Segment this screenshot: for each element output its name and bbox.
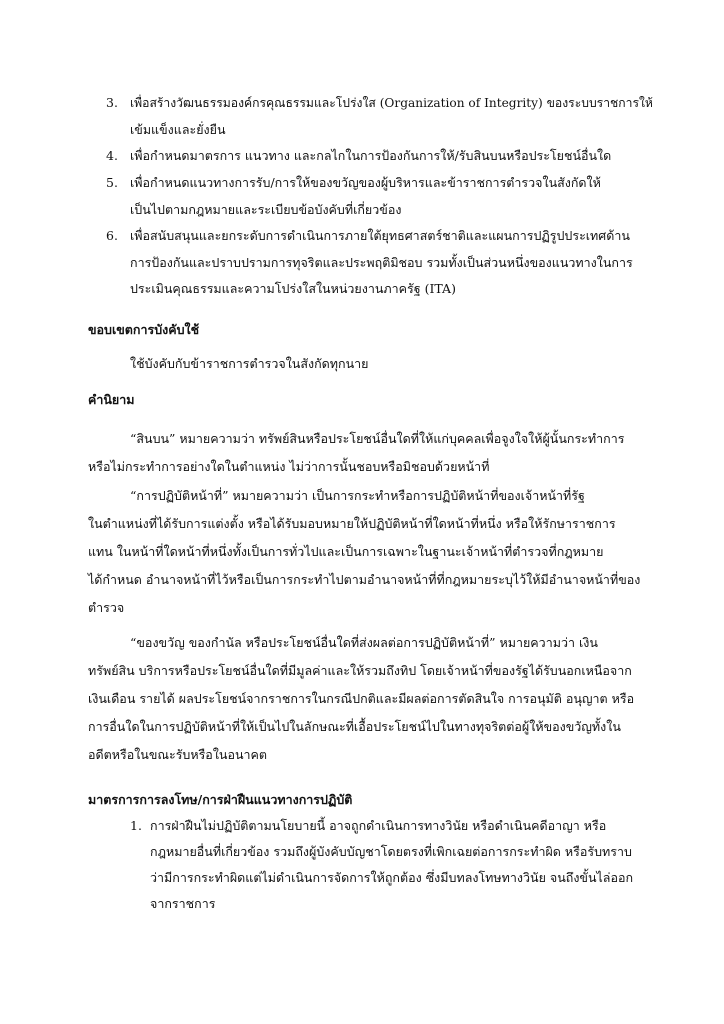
paragraph-line: อดีตหรือในขณะรับหรือในอนาคต — [88, 747, 268, 762]
list-number: 4. — [106, 148, 118, 163]
paragraph-line: ทรัพย์สิน บริการหรือประโยชน์อื่นใดที่มีมูลค่าและให้รวมถึงทิป โดยเจ้าหน้าที่ของรัฐได้รับนอกเหนือจาก — [88, 663, 632, 678]
list-item-text: การฝ่าฝืนไม่ปฏิบัติตามนโยบายนี้ อาจถูกดำเนินการทางวินัย หรือดำเนินคดีอาญา หรือ — [150, 818, 607, 833]
paragraph-line: การอื่นใดในการปฏิบัติหน้าที่ให้เป็นไปในลักษณะที่เอื้อประโยชน์ไปในทางทุจริตต่อผู้ให้ของขวัญทั้งใน — [88, 719, 621, 734]
list-item-text: เพื่อกำหนดแนวทางการรับ/การให้ของขวัญของผู้บริหารและข้าราชการตำรวจในสังกัดให้ — [130, 175, 601, 190]
definitions-heading: คำนิยาม — [88, 392, 135, 407]
list-item-text: เพื่อสนับสนุนและยกระดับการดำเนินการภายใต้ยุทธศาสตร์ชาติและแผนการปฏิรูปประเทศด้าน — [130, 228, 630, 243]
list-item-text: การป้องกันและปราบปรามการทุจริตและประพฤติมิชอบ รวมทั้งเป็นส่วนหนึ่งของแนวทางในการ — [130, 255, 633, 270]
paragraph-line: แทน ในหน้าที่ใดหน้าที่หนึ่งทั้งเป็นการทั่วไปและเป็นการเฉพาะในฐานะเจ้าหน้าที่ตำรวจที่กฎหมาย — [88, 544, 604, 559]
list-number: 1. — [130, 818, 142, 833]
list-item-text: จากราชการ — [150, 896, 216, 911]
paragraph-line: ในตำแหน่งที่ได้รับการแต่งตั้ง หรือได้รับมอบหมายให้ปฏิบัติหน้าที่ใดหน้าที่หนึ่ง หรือให้รักษาราชการ — [88, 516, 616, 531]
list-item-text: เข้มแข็งและยั่งยืน — [130, 122, 226, 137]
list-number: 3. — [106, 95, 118, 110]
paragraph-line: “สินบน” หมายความว่า ทรัพย์สินหรือประโยชน์อื่นใดที่ให้แก่บุคคลเพื่อจูงใจให้ผู้นั้นกระทำการ — [130, 431, 625, 446]
scope-heading: ขอบเขตการบังคับใช้ — [88, 322, 200, 337]
list-item-text: กฎหมายอื่นที่เกี่ยวข้อง รวมถึงผู้บังคับบัญชาโดยตรงที่เพิกเฉยต่อการกระทำผิด หรือรับทราบ — [150, 844, 632, 859]
paragraph-line: ได้กำหนด อำนาจหน้าที่ไว้หรือเป็นการกระทำไปตามอำนาจหน้าที่ที่กฎหมายระบุไว้ให้มีอำนาจหน้าที่ของ — [88, 572, 641, 587]
paragraph-line: “การปฏิบัติหน้าที่” หมายความว่า เป็นการกระทำหรือการปฏิบัติหน้าที่ของเจ้าหน้าที่รัฐ — [130, 488, 585, 503]
list-item-text: ว่ามีการกระทำผิดแต่ไม่ดำเนินการจัดการให้ถูกต้อง ซึ่งมีบทลงโทษทางวินัย จนถึงขั้นไล่ออก — [150, 870, 634, 885]
paragraph-line: หรือไม่กระทำการอย่างใดในตำแหน่ง ไม่ว่าการนั้นชอบหรือมิชอบด้วยหน้าที่ — [88, 459, 490, 474]
list-item-text: ประเมินคุณธรรมและความโปร่งใสในหน่วยงานภาครัฐ (ITA) — [130, 281, 456, 296]
measures-heading: มาตรการการลงโทษ/การฝ่าฝืนแนวทางการปฏิบัติ — [88, 792, 353, 807]
paragraph-line: “ของขวัญ ของกำนัล หรือประโยชน์อื่นใดที่ส่งผลต่อการปฏิบัติหน้าที่” หมายความว่า เงิน — [130, 635, 598, 650]
list-item-text: เพื่อกำหนดมาตรการ แนวทาง และกลไกในการป้องกันการให้/รับสินบนหรือประโยชน์อื่นใด — [130, 148, 612, 163]
list-number: 6. — [106, 228, 118, 243]
list-number: 5. — [106, 175, 118, 190]
list-item-text: เพื่อสร้างวัฒนธรรมองค์กรคุณธรรมและโปร่งใส (Organization of Integrity) ของระบบราชการให้ — [130, 96, 653, 110]
paragraph-line: ตำรวจ — [88, 600, 125, 615]
paragraph-line: เงินเดือน รายได้ ผลประโยชน์จากราชการในกรณีปกติและมีผลต่อการตัดสินใจ การอนุมัติ อนุญาต หรือ — [88, 691, 635, 706]
list-item-text: เป็นไปตามกฎหมายและระเบียบข้อบังคับที่เกี่ยวข้อง — [130, 202, 402, 217]
scope-text: ใช้บังคับกับข้าราชการตำรวจในสังกัดทุกนาย — [130, 356, 369, 371]
